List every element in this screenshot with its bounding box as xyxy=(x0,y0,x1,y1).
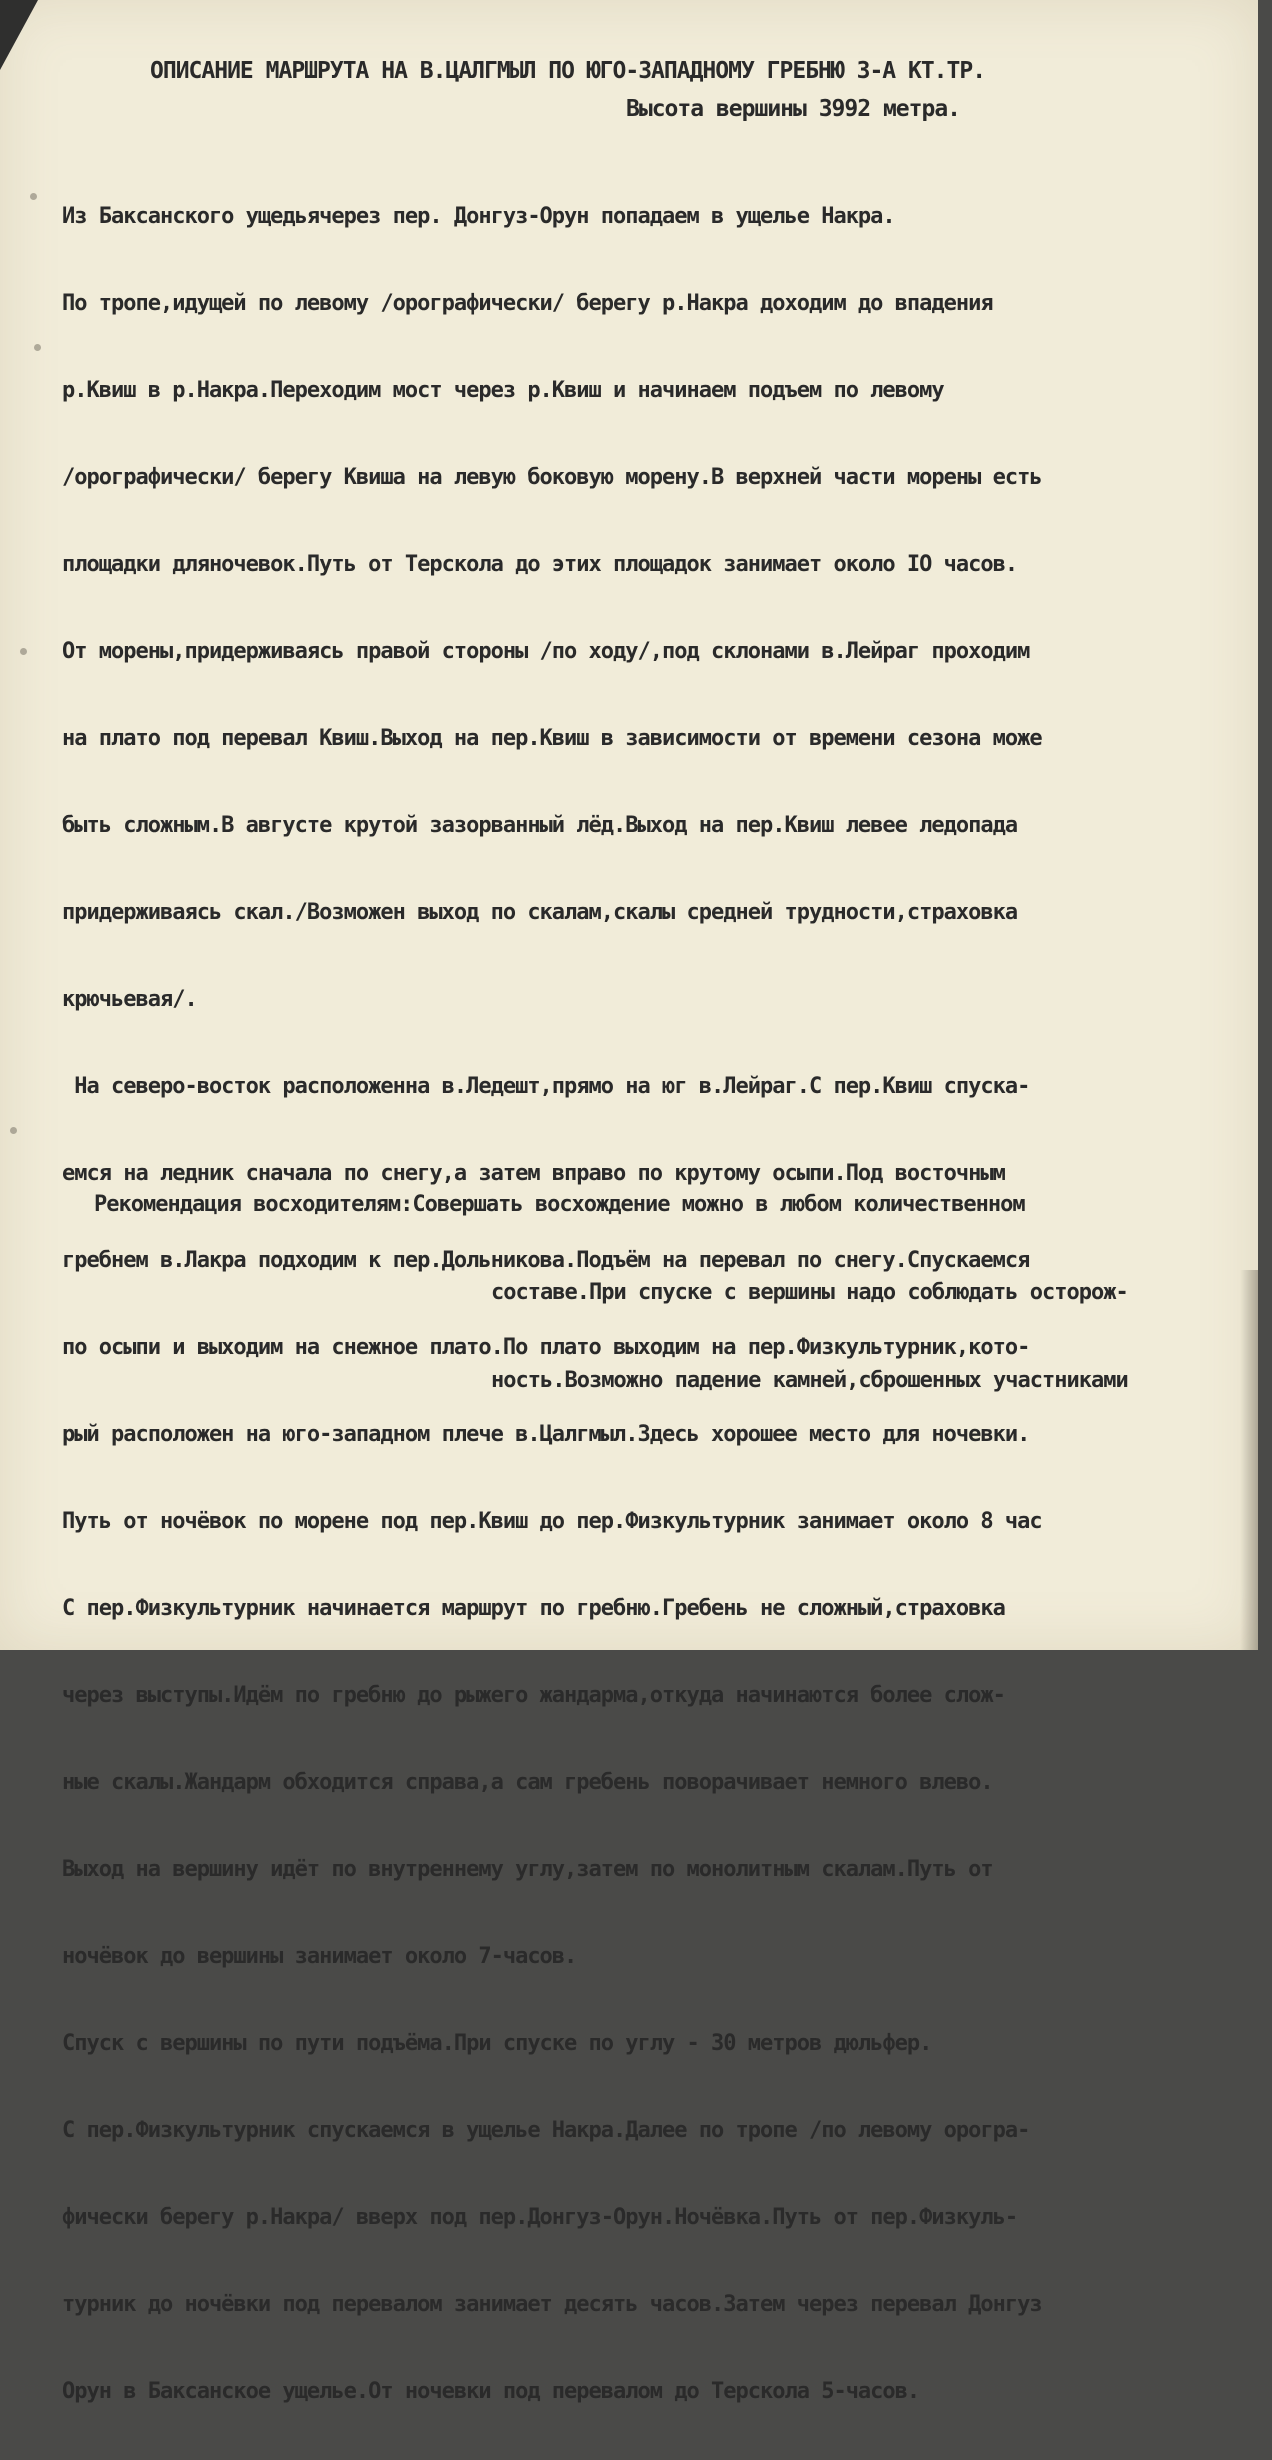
punch-mark xyxy=(34,344,41,351)
recommendation-line: составе.При спуске с вершины надо соблюдать осторож- xyxy=(491,1280,1128,1305)
body-line: гребнем в.Лакра подходим к пер.Дольникова.Подъём на перевал по снегу.Спускаемся xyxy=(62,1248,1030,1273)
document-subtitle: Высота вершины 3992 метра. xyxy=(626,96,961,122)
body-line: Из Баксанского ущедьячерез пер. Донгуз-Орун попадаем в ущелье Накра. xyxy=(62,204,895,229)
body-line: крючьевая/. xyxy=(62,987,197,1012)
body-line: Путь от ночёвок по морене под пер.Квиш до пер.Физкультурник занимает около 8 час xyxy=(62,1509,1042,1534)
punch-mark xyxy=(30,193,37,200)
body-line: через выступы.Идём по гребню до рыжего жандарма,откуда начинаются более слож- xyxy=(62,1683,1005,1708)
body-line: фически берегу р.Накра/ вверх под пер.Донгуз-Орун.Ночёвка.Путь от пер.Физкуль- xyxy=(62,2205,1018,2230)
body-line: рый расположен на юго-западном плече в.Цалгмыл.Здесь хорошее место для ночевки. xyxy=(62,1422,1030,1447)
body-line: ные скалы.Жандарм обходится справа,а сам гребень поворачивает немного влево. xyxy=(62,1770,993,1795)
body-line: С пер.Физкультурник спускаемся в ущелье Накра.Далее по тропе /по левому орогра- xyxy=(62,2118,1030,2143)
body-line: На северо-восток расположенна в.Ледешт,прямо на юг в.Лейраг.С пер.Квиш спуска- xyxy=(62,1074,1030,1099)
document-title: ОПИСАНИЕ МАРШРУТА НА В.ЦАЛГМЫЛ ПО ЮГО-ЗАПАДНОМУ ГРЕБНЮ 3-А КТ.ТР. xyxy=(150,58,986,84)
recommendation-block xyxy=(94,1136,1258,1450)
recommendation-line: ность.Возможно падение камней,сброшенных участниками xyxy=(491,1368,1128,1393)
body-line: турник до ночёвки под перевалом занимает десять часов.Затем через перевал Донгуз xyxy=(62,2292,1042,2317)
body-line: Спуск с вершины по пути подъёма.При спуске по углу - 30 метров дюльфер. xyxy=(62,2031,932,2056)
body-line: С пер.Физкультурник начинается маршрут по гребню.Гребень не сложный,страховка xyxy=(62,1596,1005,1621)
body-line: От морены,придерживаясь правой стороны /по ходу/,под склонами в.Лейраг проходим xyxy=(62,639,1030,664)
body-line: Выход на вершину идёт по внутреннему углу,затем по монолитным скалам.Путь от xyxy=(62,1857,993,1882)
body-line: придерживаясь скал./Возможен выход по скалам,скалы средней трудности,страховка xyxy=(62,900,1018,925)
body-line: быть сложным.В августе крутой зазорванный лёд.Выход на пер.Квиш левее ледопада xyxy=(62,813,1018,838)
punch-mark xyxy=(20,648,27,655)
body-line: Орун в Баксанское ущелье.От ночевки под перевалом до Терскола 5-часов. xyxy=(62,2379,920,2404)
page-corner-shadow xyxy=(0,0,38,70)
body-line: по осыпи и выходим на снежное плато.По плато выходим на пер.Физкультурник,кото- xyxy=(62,1335,1030,1360)
body-line: ночёвок до вершины занимает около 7-часов. xyxy=(62,1944,577,1969)
body-line: площадки дляночевок.Путь от Терскола до этих площадок занимает около IO часов. xyxy=(62,552,1018,577)
recommendation-line: Рекомендация восходителям:Совершать восхождение можно в любом количественном xyxy=(94,1192,1025,1217)
body-line: на плато под перевал Квиш.Выход на пер.Квиш в зависимости от времени сезона може xyxy=(62,726,1042,751)
body-line: р.Квиш в р.Накра.Переходим мост через р.Квиш и начинаем подъем по левому xyxy=(62,378,944,403)
body-line: /орографически/ берегу Квиша на левую боковую морену.В верхней части морены есть xyxy=(62,465,1042,490)
body-line: емся на ледник сначала по снегу,а затем вправо по крутому осыпи.Под восточным xyxy=(62,1161,1005,1186)
body-line: По тропе,идущей по левому /орографически/ берегу р.Накра доходим до впадения xyxy=(62,291,993,316)
punch-mark xyxy=(10,1127,17,1134)
